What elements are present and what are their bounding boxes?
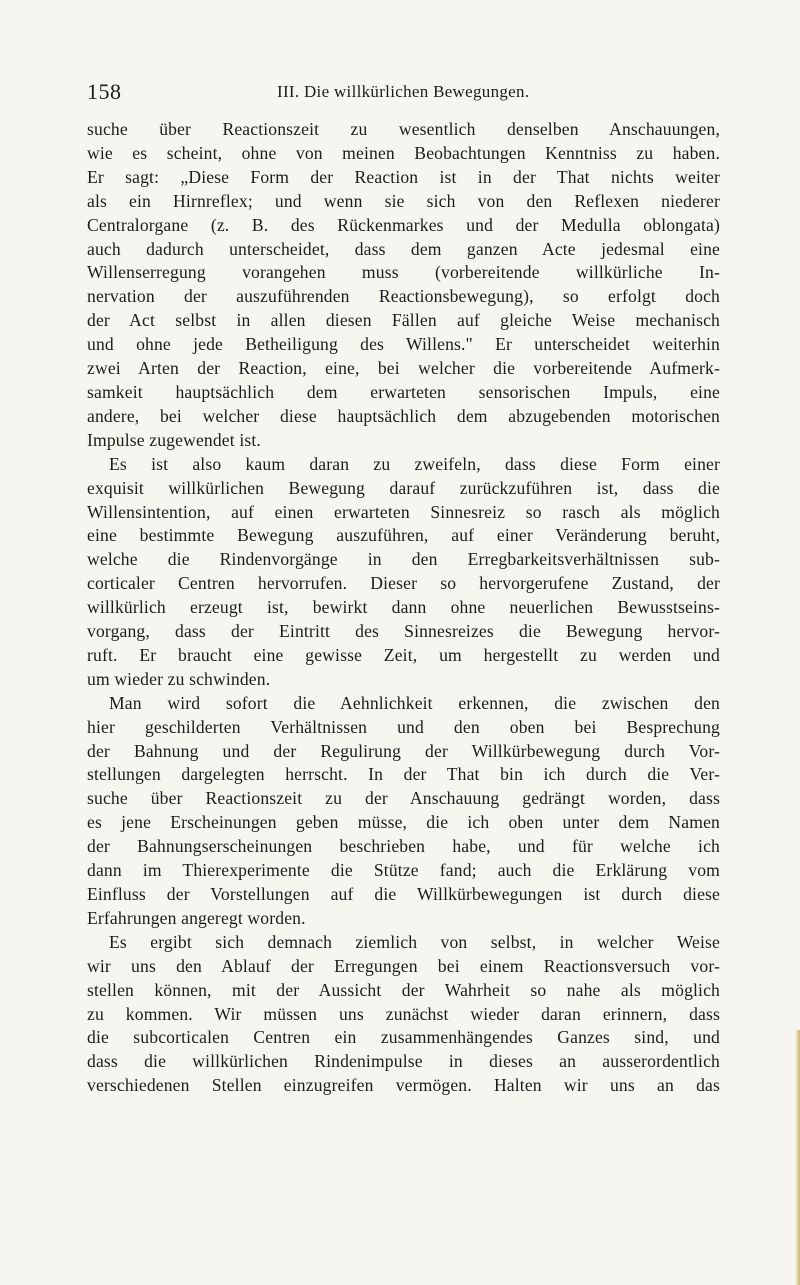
paragraph bbox=[87, 453, 720, 692]
body-text bbox=[87, 118, 720, 1098]
text-line: Impulse zugewendet ist. bbox=[87, 429, 261, 450]
text-line: nervation der auszuführenden Reactionsbewegung), so erfolgt doch bbox=[87, 286, 720, 307]
text-line: eine bestimmte Bewegung auszuführen, auf einer Veränderung beruht, bbox=[87, 525, 720, 546]
text-line: willkürlich erzeugt ist, bewirkt dann ohne neuerlichen Bewusstseins- bbox=[87, 597, 720, 618]
text-line: corticaler Centren hervorrufen. Dieser so hervorgerufene Zustand, der bbox=[87, 573, 720, 594]
text-line: stellungen dargelegten herrscht. In der That bin ich durch die Ver- bbox=[87, 764, 720, 785]
text-line: Willenserregung vorangehen muss (vorbereitende willkürliche In- bbox=[87, 262, 720, 283]
text-line: es jene Erscheinungen geben müsse, die ich oben unter dem Namen bbox=[87, 812, 720, 833]
text-line: der Bahnungserscheinungen beschrieben habe, und für welche ich bbox=[87, 836, 720, 857]
page-edge-shadow bbox=[795, 1030, 800, 1285]
text-line: die subcorticalen Centren ein zusammenhängendes Ganzes sind, und bbox=[87, 1027, 720, 1048]
text-line: Er sagt: „Diese Form der Reaction ist in der That nichts weiter bbox=[87, 166, 720, 187]
text-line: suche über Reactionszeit zu wesentlich denselben Anschauungen, bbox=[87, 119, 720, 139]
text-line: Willensintention, auf einen erwarteten Sinnesreiz so rasch als möglich bbox=[87, 501, 720, 522]
paragraph bbox=[87, 692, 720, 931]
text-line: dass die willkürlichen Rindenimpulse in dieses an ausserordentlich bbox=[87, 1051, 720, 1072]
text-line: suche über Reactionszeit zu der Anschauung gedrängt worden, dass bbox=[87, 788, 720, 809]
text-line: Einfluss der Vorstellungen auf die Willkürbewegungen ist durch diese bbox=[87, 884, 720, 904]
text-line: Es ergibt sich demnach ziemlich von selbst, in welcher Weise bbox=[109, 931, 720, 952]
text-line: als ein Hirnreflex; und wenn sie sich von den Reflexen niederer bbox=[87, 190, 720, 211]
running-head bbox=[87, 78, 727, 106]
text-line: samkeit hauptsächlich dem erwarteten sensorischen Impuls, eine bbox=[87, 381, 720, 402]
text-line: exquisit willkürlichen Bewegung darauf zurückzuführen ist, dass die bbox=[87, 477, 720, 498]
text-line: und ohne jede Betheiligung des Willens." Er unterscheidet weiterhin bbox=[87, 334, 720, 355]
page-number: 158 bbox=[87, 79, 122, 104]
text-line: wie es scheint, ohne von meinen Beobachtungen Kenntniss zu haben. bbox=[87, 142, 720, 163]
text-line: verschiedenen Stellen einzugreifen vermögen. Halten wir uns an das bbox=[87, 1075, 720, 1096]
text-line: ruft. Er braucht eine gewisse Zeit, um hergestellt zu werden und bbox=[87, 644, 720, 665]
text-line: zwei Arten der Reaction, eine, bei welcher die vorbereitende Aufmerk- bbox=[87, 358, 720, 379]
text-line: zu kommen. Wir müssen uns zunächst wieder daran erinnern, dass bbox=[87, 1003, 720, 1024]
paragraph bbox=[87, 118, 720, 453]
text-line: stellen können, mit der Aussicht der Wahrheit so nahe als möglich bbox=[87, 979, 720, 1000]
paragraph bbox=[87, 931, 720, 1098]
text-line: Centralorgane (z. B. des Rückenmarkes und der Medulla oblongata) bbox=[87, 214, 720, 235]
text-line: der Bahnung und der Regulirung der Willkürbewegung durch Vor- bbox=[87, 740, 720, 761]
text-line: auch dadurch unterscheidet, dass dem ganzen Acte jedesmal eine bbox=[87, 238, 720, 259]
text-line: Es ist also kaum daran zu zweifeln, dass diese Form einer bbox=[109, 453, 720, 474]
text-line: vorgang, dass der Eintritt des Sinnesreizes die Bewegung hervor- bbox=[87, 621, 720, 642]
text-line: dann im Thierexperimente die Stütze fand; auch die Erklärung vom bbox=[87, 860, 720, 881]
text-line: Erfahrungen angeregt worden. bbox=[87, 907, 306, 928]
text-line: um wieder zu schwinden. bbox=[87, 668, 271, 689]
text-line: andere, bei welcher diese hauptsächlich dem abzugebenden motorischen bbox=[87, 405, 720, 426]
chapter-title: III. Die willkürlichen Bewegungen. bbox=[277, 82, 530, 101]
text-line: wir uns den Ablauf der Erregungen bei einem Reactionsversuch vor- bbox=[87, 955, 720, 976]
text-line: der Act selbst in allen diesen Fällen auf gleiche Weise mechanisch bbox=[87, 310, 720, 331]
text-line: Man wird sofort die Aehnlichkeit erkennen, die zwischen den bbox=[109, 692, 720, 713]
text-line: hier geschilderten Verhältnissen und den oben bei Besprechung bbox=[87, 716, 720, 737]
text-line: welche die Rindenvorgänge in den Erregbarkeitsverhältnissen sub- bbox=[87, 549, 720, 570]
